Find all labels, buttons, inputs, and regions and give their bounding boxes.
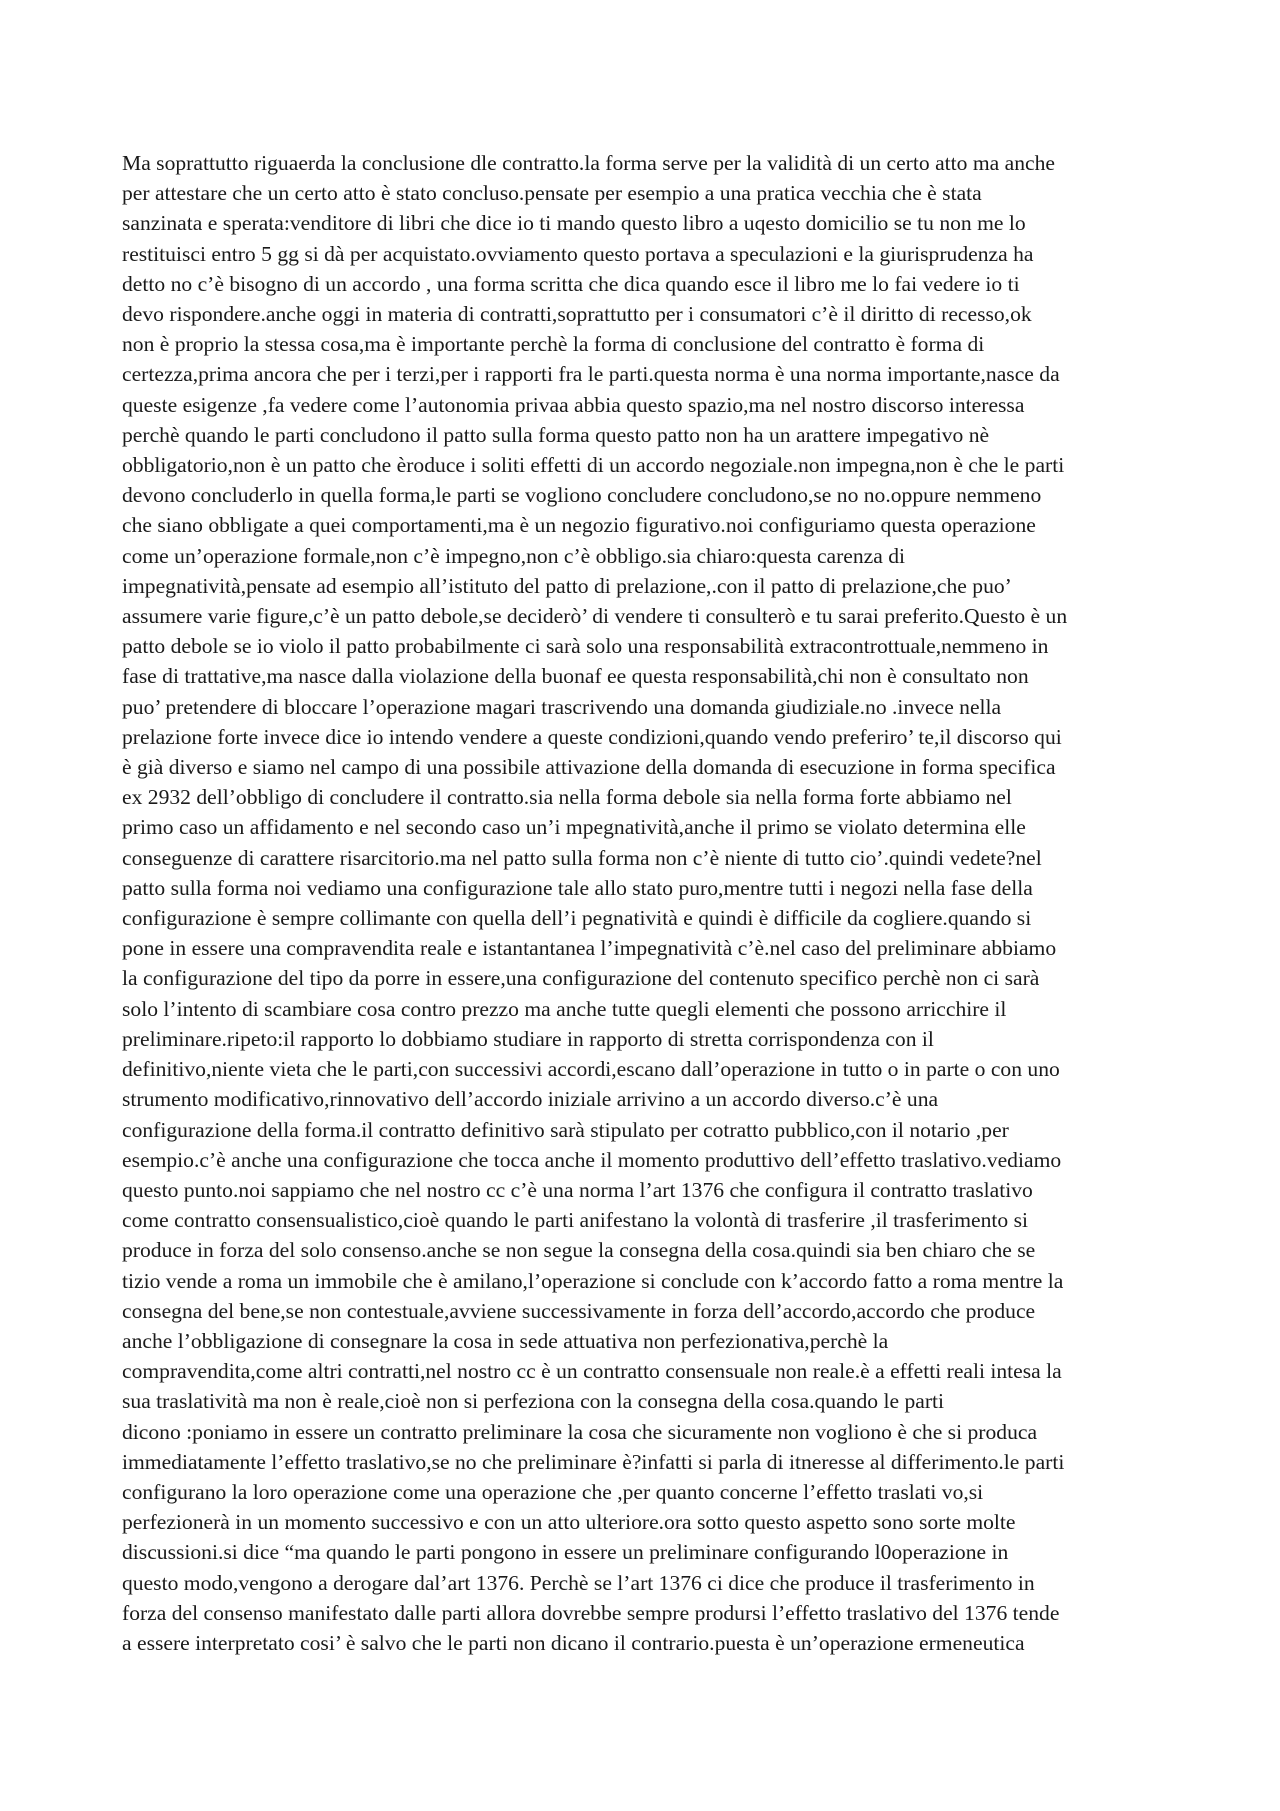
text-line: preliminare.ripeto:il rapporto lo dobbiamo studiare in rapporto di stretta corrispondenza con il [122,1026,934,1051]
text-line: discussioni.si dice “ma quando le parti pongono in essere un preliminare configurando l0operazione in [122,1540,1009,1565]
text-line: compravendita,come altri contratti,nel nostro cc è un contratto consensuale non reale.è a effetti reali intesa la [122,1359,1062,1384]
text-line: strumento modificativo,rinnovativo dell’accordo iniziale arrivino a un accordo diverso.c’è una [122,1087,939,1112]
text-line: puo’ pretendere di bloccare l’operazione magari trascrivendo una domanda giudiziale.no .invece nella [122,694,1002,719]
text-line: forza del consenso manifestato dalle parti allora dovrebbe sempre prodursi l’effetto traslativo del 1376 tende [122,1600,1060,1625]
text-line: configurazione della forma.il contratto definitivo sarà stipulato per cotratto pubblico,con il notario ,per [122,1117,1009,1142]
text-line: per attestare che un certo atto è stato concluso.pensate per esempio a una pratica vecchia che è stata [122,181,982,206]
text-line: restituisci entro 5 gg si dà per acquistato.ovviamento questo portava a speculazioni e la giurisprudenza ha [122,241,1034,266]
text-line: obbligatorio,non è un patto che èroduce i soliti effetti di un accordo negoziale.non impegna,non è che le parti [122,453,1065,478]
text-line: solo l’intento di scambiare cosa contro prezzo ma anche tutte quegli elementi che possono arricchire il [122,996,1007,1021]
text-line: configurazione è sempre collimante con quella dell’i pegnatività e quindi è difficile da cogliere.quando si [122,906,1032,931]
text-line: anche l’obbligazione di consegnare la cosa in sede attuativa non perfezionativa,perchè la [122,1328,889,1353]
text-line: immediatamente l’effetto traslativo,se no che preliminare è?infatti si parla di itneresse al differimento.le parti [122,1449,1065,1474]
text-line: conseguenze di carattere risarcitorio.ma nel patto sulla forma non c’è niente di tutto cio’.quindi vedete?nel [122,845,1042,870]
text-line: ex 2932 dell’obbligo di concludere il contratto.sia nella forma debole sia nella forma forte abbiamo nel [122,785,1012,810]
text-line: non è proprio la stessa cosa,ma è importante perchè la forma di conclusione del contratto è forma di [122,332,985,357]
text-line: certezza,prima ancora che per i terzi,per i rapporti fra le parti.questa norma è una norma importante,nasce da [122,362,1060,387]
text-line: prelazione forte invece dice io intendo vendere a queste condizioni,quando vendo preferiro’ te,il discorso qui [122,724,1062,749]
text-line: che siano obbligate a quei comportamenti,ma è un negozio figurativo.noi configuriamo questa operazione [122,513,1036,538]
text-line: produce in forza del solo consenso.anche se non segue la consegna della cosa.quindi sia ben chiaro che se [122,1238,1036,1263]
text-line: è già diverso e siamo nel campo di una possibile attivazione della domanda di esecuzione in forma specifica [122,755,1056,780]
text-line: perfezionerà in un momento successivo e con un atto ulteriore.ora sotto questo aspetto sono sorte molte [122,1510,1016,1535]
text-line: sanzinata e sperata:venditore di libri che dice io ti mando questo libro a uqesto domicilio se tu non me lo [122,211,1026,236]
text-line: detto no c’è bisogno di un accordo , una forma scritta che dica quando esce il libro me lo fai vedere io ti [122,271,1020,296]
text-line: esempio.c’è anche una configurazione che tocca anche il momento produttivo dell’effetto traslativo.vediamo [122,1147,1062,1172]
text-line: come un’operazione formale,non c’è impegno,non c’è obbligo.sia chiaro:questa carenza di [122,543,906,568]
text-line: questo punto.noi sappiamo che nel nostro cc c’è una norma l’art 1376 che configura il contratto traslativo [122,1177,1033,1202]
text-line: patto debole se io violo il patto probabilmente ci sarà solo una responsabilità extracontrottuale,nemmeno in [122,634,1049,659]
text-line: assumere varie figure,c’è un patto debole,se deciderò’ di vendere ti consulterò e tu sarai preferito.Questo è un [122,604,1068,629]
text-line: patto sulla forma noi vediamo una configurazione tale allo stato puro,mentre tutti i negozi nella fase della [122,875,1033,900]
text-line: sua traslatività ma non è reale,cioè non si perfeziona con la consegna della cosa.quando le parti [122,1389,945,1414]
text-line: consegna del bene,se non contestuale,avviene successivamente in forza dell’accordo,accordo che produce [122,1298,1036,1323]
text-line: queste esigenze ,fa vedere come l’autonomia privaa abbia questo spazio,ma nel nostro discorso interessa [122,392,1025,417]
text-line: pone in essere una compravendita reale e istantantanea l’impegnatività c’è.nel caso del preliminare abbiamo [122,936,1057,961]
text-line: configurano la loro operazione come una operazione che ,per quanto concerne l’effetto traslati vo,si [122,1479,984,1504]
text-line: a essere interpretato cosi’ è salvo che le parti non dicano il contrario.puesta è un’operazione ermeneutica [122,1630,1025,1655]
text-line: primo caso un affidamento e nel secondo caso un’i mpegnatività,anche il primo se violato determina elle [122,815,1026,840]
text-line: dicono :poniamo in essere un contratto preliminare la cosa che sicuramente non vogliono è che si produca [122,1419,1038,1444]
text-line: perchè quando le parti concludono il patto sulla forma questo patto non ha un arattere impegativo nè [122,422,990,447]
text-line: questo modo,vengono a derogare dal’art 1376. Perchè se l’art 1376 ci dice che produce il trasferimento in [122,1570,1035,1595]
text-line: impegnatività,pensate ad esempio all’istituto del patto di prelazione,.con il patto di prelazione,che puo’ [122,573,1012,598]
text-line: come contratto consensualistico,cioè quando le parti anifestano la volontà di trasferire ,il trasferimento si [122,1208,1029,1233]
text-line: devo rispondere.anche oggi in materia di contratti,soprattutto per i consumatori c’è il diritto di recesso,ok [122,302,1032,327]
body-text [122,148,1174,1658]
text-line: la configurazione del tipo da porre in essere,una configurazione del contenuto specifico perchè non ci sarà [122,966,1040,991]
text-line: definitivo,niente vieta che le parti,con successivi accordi,escano dall’operazione in tutto o in parte o con uno [122,1057,1060,1082]
text-line: Ma soprattutto riguaerda la conclusione dle contratto.la forma serve per la validità di un certo atto ma anche [122,151,1055,175]
text-line: fase di trattative,ma nasce dalla violazione della buonaf ee questa responsabilità,chi non è consultato non [122,664,1029,689]
text-line: tizio vende a roma un immobile che è amilano,l’operazione si conclude con k’accordo fatto a roma mentre la [122,1268,1064,1293]
text-line: devono concluderlo in quella forma,le parti se vogliono concludere concludono,se no no.oppure nemmeno [122,483,1042,508]
